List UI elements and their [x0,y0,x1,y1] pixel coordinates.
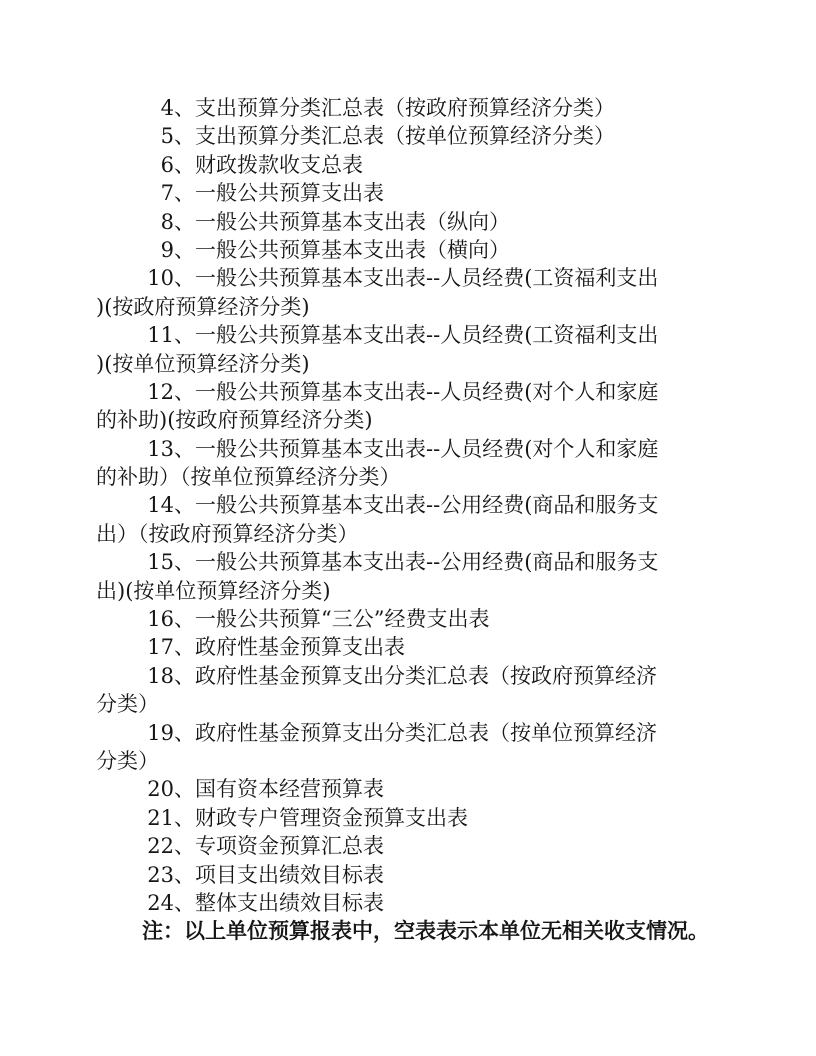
item-first-line [96,491,720,519]
item-first-line [96,832,720,860]
item-first-line [96,719,720,747]
item-number: 18、 [147,663,195,688]
item-text: 政府性基金预算支出分类汇总表（按单位预算经济 [195,720,657,745]
item-text: 一般公共预算基本支出表--公用经费(商品和服务支 [195,550,659,575]
item-text: 整体支出绩效目标表 [195,890,384,915]
item-first-line [96,236,720,264]
item-continuation-line: 分类） [96,692,159,717]
list-item [96,435,720,492]
item-number: 9、 [160,237,195,262]
list-item [96,889,720,917]
item-first-line [96,264,720,292]
item-first-line [96,151,720,179]
item-number: 13、 [147,436,195,461]
list-item [96,832,720,860]
item-first-line [96,804,720,832]
item-number: 7、 [160,181,195,206]
item-first-line [96,435,720,463]
item-continuation-line: )(按政府预算经济分类) [96,294,310,319]
item-first-line [96,122,720,150]
list-item [96,179,720,207]
item-first-line [96,861,720,889]
item-text: 国有资本经营预算表 [195,777,384,802]
list-item [96,605,720,633]
item-number: 11、 [147,323,195,348]
item-text: 一般公共预算基本支出表（纵向） [195,209,510,234]
item-number: 5、 [160,124,195,149]
item-text: 项目支出绩效目标表 [195,862,384,887]
item-text: 财政拨款收支总表 [195,152,363,177]
item-text: 一般公共预算“三公”经费支出表 [195,607,490,632]
item-continuation-line: 的补助）（按单位预算经济分类） [96,465,401,490]
item-number: 22、 [147,834,195,859]
item-number: 23、 [147,862,195,887]
item-number: 16、 [147,607,195,632]
list-item [96,151,720,179]
item-text: 政府性基金预算支出分类汇总表（按政府预算经济 [195,663,657,688]
list-item [96,122,720,150]
item-number: 8、 [160,209,195,234]
item-first-line [96,321,720,349]
list-item [96,861,720,889]
list-item [96,775,720,803]
item-number: 4、 [160,96,195,120]
item-number: 15、 [147,550,195,575]
item-number: 6、 [160,152,195,177]
item-number: 17、 [147,635,195,660]
item-number: 24、 [147,890,195,915]
item-continuation-line: 出）（按政府预算经济分类） [96,521,359,546]
item-text: 政府性基金预算支出表 [195,635,405,660]
list-item [96,491,720,548]
item-text: 支出预算分类汇总表（按单位预算经济分类） [195,124,615,149]
item-first-line [96,94,720,122]
item-number: 21、 [147,805,195,830]
item-text: 一般公共预算基本支出表--人员经费(对个人和家庭 [195,379,659,404]
item-first-line [96,378,720,406]
item-first-line [96,208,720,236]
item-text: 一般公共预算基本支出表--人员经费(工资福利支出 [195,323,659,348]
list-item [96,662,720,719]
list-item [96,321,720,378]
list-item [96,378,720,435]
item-first-line [96,662,720,690]
item-first-line [96,548,720,576]
item-text: 支出预算分类汇总表（按政府预算经济分类） [195,96,615,120]
item-text: 专项资金预算汇总表 [195,834,384,859]
item-continuation-line: 分类） [96,748,159,773]
list-item [96,236,720,264]
list-item [96,94,720,122]
item-number: 10、 [147,266,195,291]
document-content [96,94,720,946]
item-first-line [96,633,720,661]
list-item [96,719,720,776]
item-first-line [96,775,720,803]
item-number: 20、 [147,777,195,802]
list-item [96,633,720,661]
item-text: 一般公共预算基本支出表--人员经费(对个人和家庭 [195,436,659,461]
item-continuation-line: 出)(按单位预算经济分类) [96,578,331,603]
item-continuation-line: 的补助)(按政府预算经济分类) [96,408,373,433]
item-first-line [96,889,720,917]
item-number: 14、 [147,493,195,518]
budget-table-list [96,94,720,917]
item-number: 12、 [147,379,195,404]
item-first-line [96,179,720,207]
item-first-line [96,605,720,633]
list-item [96,804,720,832]
list-item [96,264,720,321]
item-text: 一般公共预算基本支出表（横向） [195,237,510,262]
list-item [96,208,720,236]
note-line: 注：以上单位预算报表中，空表表示本单位无相关收支情况。 [142,918,709,944]
item-text: 财政专户管理资金预算支出表 [195,805,468,830]
item-continuation-line: )(按单位预算经济分类) [96,351,310,376]
list-item [96,548,720,605]
item-text: 一般公共预算支出表 [195,181,384,206]
item-text: 一般公共预算基本支出表--公用经费(商品和服务支 [195,493,659,518]
item-text: 一般公共预算基本支出表--人员经费(工资福利支出 [195,266,659,291]
item-number: 19、 [147,720,195,745]
